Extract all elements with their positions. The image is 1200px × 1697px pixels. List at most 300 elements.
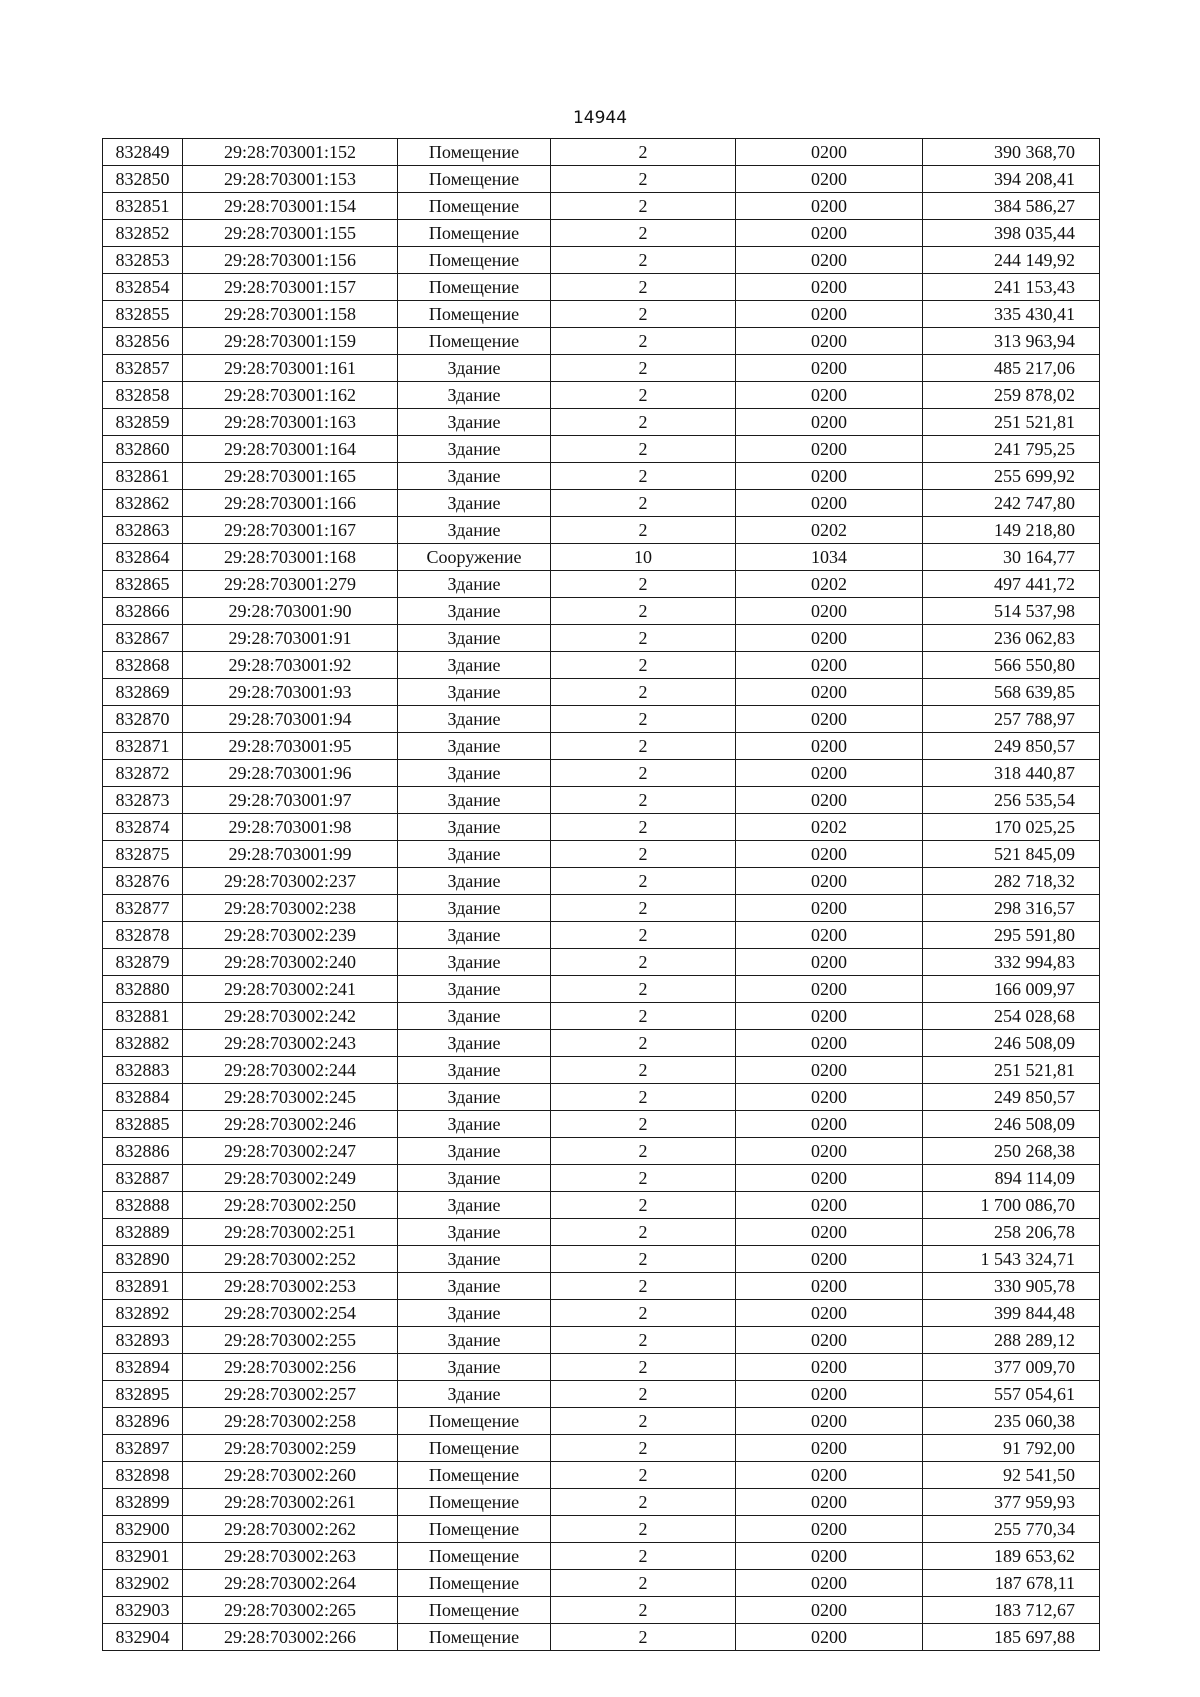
- cadastral-value-cell: 288 289,12: [923, 1327, 1100, 1354]
- cadastral-number-cell: 29:28:703002:245: [183, 1084, 398, 1111]
- object-type-cell: Здание: [398, 895, 551, 922]
- type-code-cell: 2: [551, 949, 736, 976]
- cadastral-value-cell: 149 218,80: [923, 517, 1100, 544]
- row-number-cell: 832885: [103, 1111, 183, 1138]
- type-code-cell: 2: [551, 571, 736, 598]
- object-type-cell: Помещение: [398, 1543, 551, 1570]
- class-code-cell: 0200: [736, 652, 923, 679]
- cadastral-value-cell: 295 591,80: [923, 922, 1100, 949]
- cadastral-number-cell: 29:28:703001:94: [183, 706, 398, 733]
- class-code-cell: 0200: [736, 490, 923, 517]
- object-type-cell: Помещение: [398, 1462, 551, 1489]
- cadastral-value-cell: 185 697,88: [923, 1624, 1100, 1651]
- object-type-cell: Помещение: [398, 1516, 551, 1543]
- row-number-cell: 832896: [103, 1408, 183, 1435]
- cadastral-number-cell: 29:28:703002:244: [183, 1057, 398, 1084]
- class-code-cell: 0200: [736, 922, 923, 949]
- class-code-cell: 0200: [736, 1192, 923, 1219]
- class-code-cell: 0200: [736, 1462, 923, 1489]
- object-type-cell: Здание: [398, 1165, 551, 1192]
- cadastral-value-cell: 91 792,00: [923, 1435, 1100, 1462]
- type-code-cell: 2: [551, 1354, 736, 1381]
- object-type-cell: Здание: [398, 760, 551, 787]
- cadastral-number-cell: 29:28:703001:163: [183, 409, 398, 436]
- class-code-cell: 0200: [736, 1084, 923, 1111]
- row-number-cell: 832874: [103, 814, 183, 841]
- object-type-cell: Здание: [398, 517, 551, 544]
- row-number-cell: 832886: [103, 1138, 183, 1165]
- row-number-cell: 832875: [103, 841, 183, 868]
- cadastral-value-cell: 497 441,72: [923, 571, 1100, 598]
- cadastral-value-cell: 390 368,70: [923, 139, 1100, 166]
- type-code-cell: 2: [551, 1165, 736, 1192]
- type-code-cell: 2: [551, 1003, 736, 1030]
- cadastral-value-cell: 170 025,25: [923, 814, 1100, 841]
- class-code-cell: 0200: [736, 841, 923, 868]
- row-number-cell: 832872: [103, 760, 183, 787]
- type-code-cell: 2: [551, 1543, 736, 1570]
- cadastral-value-cell: 335 430,41: [923, 301, 1100, 328]
- class-code-cell: 0200: [736, 409, 923, 436]
- table-row: [103, 544, 1100, 571]
- object-type-cell: Здание: [398, 625, 551, 652]
- object-type-cell: Здание: [398, 1138, 551, 1165]
- type-code-cell: 2: [551, 463, 736, 490]
- type-code-cell: 2: [551, 517, 736, 544]
- class-code-cell: 0200: [736, 976, 923, 1003]
- cadastral-number-cell: 29:28:703001:279: [183, 571, 398, 598]
- cadastral-value-cell: 251 521,81: [923, 409, 1100, 436]
- cadastral-number-cell: 29:28:703002:258: [183, 1408, 398, 1435]
- cadastral-value-cell: 244 149,92: [923, 247, 1100, 274]
- table-row: [103, 1381, 1100, 1408]
- object-type-cell: Здание: [398, 355, 551, 382]
- cadastral-value-cell: 566 550,80: [923, 652, 1100, 679]
- cadastral-number-cell: 29:28:703001:168: [183, 544, 398, 571]
- object-type-cell: Здание: [398, 1192, 551, 1219]
- class-code-cell: 0200: [736, 139, 923, 166]
- cadastral-number-cell: 29:28:703002:242: [183, 1003, 398, 1030]
- cadastral-number-cell: 29:28:703001:153: [183, 166, 398, 193]
- type-code-cell: 2: [551, 1408, 736, 1435]
- cadastral-value-cell: 254 028,68: [923, 1003, 1100, 1030]
- cadastral-number-cell: 29:28:703002:240: [183, 949, 398, 976]
- row-number-cell: 832890: [103, 1246, 183, 1273]
- object-type-cell: Здание: [398, 679, 551, 706]
- cadastral-number-cell: 29:28:703002:264: [183, 1570, 398, 1597]
- row-number-cell: 832895: [103, 1381, 183, 1408]
- row-number-cell: 832898: [103, 1462, 183, 1489]
- object-type-cell: Здание: [398, 1381, 551, 1408]
- table-row: [103, 1165, 1100, 1192]
- class-code-cell: 0200: [736, 193, 923, 220]
- object-type-cell: Здание: [398, 922, 551, 949]
- cadastral-number-cell: 29:28:703001:97: [183, 787, 398, 814]
- cadastral-number-cell: 29:28:703001:155: [183, 220, 398, 247]
- type-code-cell: 2: [551, 409, 736, 436]
- table-row: [103, 679, 1100, 706]
- type-code-cell: 2: [551, 598, 736, 625]
- cadastral-value-cell: 1 543 324,71: [923, 1246, 1100, 1273]
- class-code-cell: 0200: [736, 1408, 923, 1435]
- type-code-cell: 2: [551, 895, 736, 922]
- object-type-cell: Здание: [398, 1327, 551, 1354]
- object-type-cell: Здание: [398, 841, 551, 868]
- cadastral-number-cell: 29:28:703001:98: [183, 814, 398, 841]
- type-code-cell: 2: [551, 1030, 736, 1057]
- cadastral-number-cell: 29:28:703001:154: [183, 193, 398, 220]
- cadastral-value-cell: 236 062,83: [923, 625, 1100, 652]
- type-code-cell: 2: [551, 814, 736, 841]
- cadastral-value-cell: 330 905,78: [923, 1273, 1100, 1300]
- cadastral-value-cell: 384 586,27: [923, 193, 1100, 220]
- table-row: [103, 1111, 1100, 1138]
- object-type-cell: Здание: [398, 652, 551, 679]
- cadastral-value-cell: 394 208,41: [923, 166, 1100, 193]
- table-row: [103, 652, 1100, 679]
- table-row: [103, 1354, 1100, 1381]
- row-number-cell: 832853: [103, 247, 183, 274]
- class-code-cell: 0200: [736, 1273, 923, 1300]
- class-code-cell: 0200: [736, 679, 923, 706]
- object-type-cell: Здание: [398, 598, 551, 625]
- type-code-cell: 2: [551, 382, 736, 409]
- object-type-cell: Здание: [398, 1057, 551, 1084]
- table-row: [103, 436, 1100, 463]
- object-type-cell: Здание: [398, 1111, 551, 1138]
- type-code-cell: 10: [551, 544, 736, 571]
- row-number-cell: 832851: [103, 193, 183, 220]
- object-type-cell: Здание: [398, 706, 551, 733]
- cadastral-value-cell: 398 035,44: [923, 220, 1100, 247]
- type-code-cell: 2: [551, 166, 736, 193]
- table-row: [103, 139, 1100, 166]
- object-type-cell: Здание: [398, 436, 551, 463]
- type-code-cell: 2: [551, 1516, 736, 1543]
- object-type-cell: Здание: [398, 1084, 551, 1111]
- table-row: [103, 1327, 1100, 1354]
- type-code-cell: 2: [551, 1597, 736, 1624]
- type-code-cell: 2: [551, 490, 736, 517]
- object-type-cell: Помещение: [398, 1489, 551, 1516]
- type-code-cell: 2: [551, 1219, 736, 1246]
- table-row: [103, 841, 1100, 868]
- cadastral-value-cell: 250 268,38: [923, 1138, 1100, 1165]
- table-row: [103, 1057, 1100, 1084]
- row-number-cell: 832901: [103, 1543, 183, 1570]
- table-row: [103, 1489, 1100, 1516]
- type-code-cell: 2: [551, 1246, 736, 1273]
- cadastral-value-cell: 92 541,50: [923, 1462, 1100, 1489]
- table-row: [103, 1219, 1100, 1246]
- table-row: [103, 1273, 1100, 1300]
- object-type-cell: Здание: [398, 1246, 551, 1273]
- type-code-cell: 2: [551, 841, 736, 868]
- table-row: [103, 1435, 1100, 1462]
- row-number-cell: 832873: [103, 787, 183, 814]
- registry-body: [103, 139, 1100, 1651]
- object-type-cell: Здание: [398, 814, 551, 841]
- class-code-cell: 0200: [736, 301, 923, 328]
- class-code-cell: 0200: [736, 436, 923, 463]
- cadastral-number-cell: 29:28:703001:164: [183, 436, 398, 463]
- object-type-cell: Здание: [398, 733, 551, 760]
- object-type-cell: Здание: [398, 868, 551, 895]
- object-type-cell: Здание: [398, 490, 551, 517]
- class-code-cell: 0200: [736, 1003, 923, 1030]
- cadastral-number-cell: 29:28:703002:256: [183, 1354, 398, 1381]
- table-row: [103, 1462, 1100, 1489]
- row-number-cell: 832859: [103, 409, 183, 436]
- row-number-cell: 832864: [103, 544, 183, 571]
- table-row: [103, 733, 1100, 760]
- cadastral-value-cell: 246 508,09: [923, 1030, 1100, 1057]
- row-number-cell: 832860: [103, 436, 183, 463]
- object-type-cell: Здание: [398, 1273, 551, 1300]
- type-code-cell: 2: [551, 247, 736, 274]
- object-type-cell: Помещение: [398, 1624, 551, 1651]
- class-code-cell: 0200: [736, 1516, 923, 1543]
- class-code-cell: 0200: [736, 949, 923, 976]
- cadastral-value-cell: 249 850,57: [923, 733, 1100, 760]
- object-type-cell: Здание: [398, 976, 551, 1003]
- class-code-cell: 0202: [736, 571, 923, 598]
- class-code-cell: 0200: [736, 1300, 923, 1327]
- type-code-cell: 2: [551, 1624, 736, 1651]
- table-row: [103, 193, 1100, 220]
- class-code-cell: 0200: [736, 1543, 923, 1570]
- object-type-cell: Помещение: [398, 1408, 551, 1435]
- class-code-cell: 0200: [736, 868, 923, 895]
- type-code-cell: 2: [551, 1111, 736, 1138]
- row-number-cell: 832857: [103, 355, 183, 382]
- table-row: [103, 1084, 1100, 1111]
- cadastral-number-cell: 29:28:703001:95: [183, 733, 398, 760]
- row-number-cell: 832900: [103, 1516, 183, 1543]
- class-code-cell: 0200: [736, 328, 923, 355]
- table-row: [103, 1246, 1100, 1273]
- cadastral-number-cell: 29:28:703001:99: [183, 841, 398, 868]
- type-code-cell: 2: [551, 1489, 736, 1516]
- table-row: [103, 355, 1100, 382]
- row-number-cell: 832876: [103, 868, 183, 895]
- row-number-cell: 832861: [103, 463, 183, 490]
- cadastral-number-cell: 29:28:703002:254: [183, 1300, 398, 1327]
- table-row: [103, 895, 1100, 922]
- table-row: [103, 814, 1100, 841]
- cadastral-value-cell: 255 770,34: [923, 1516, 1100, 1543]
- table-row: [103, 409, 1100, 436]
- type-code-cell: 2: [551, 733, 736, 760]
- row-number-cell: 832888: [103, 1192, 183, 1219]
- cadastral-number-cell: 29:28:703002:261: [183, 1489, 398, 1516]
- object-type-cell: Здание: [398, 1300, 551, 1327]
- cadastral-number-cell: 29:28:703002:251: [183, 1219, 398, 1246]
- cadastral-number-cell: 29:28:703002:246: [183, 1111, 398, 1138]
- class-code-cell: 0200: [736, 1624, 923, 1651]
- cadastral-number-cell: 29:28:703001:161: [183, 355, 398, 382]
- type-code-cell: 2: [551, 1192, 736, 1219]
- table-row: [103, 760, 1100, 787]
- type-code-cell: 2: [551, 1084, 736, 1111]
- type-code-cell: 2: [551, 139, 736, 166]
- cadastral-number-cell: 29:28:703002:253: [183, 1273, 398, 1300]
- table-row: [103, 1138, 1100, 1165]
- row-number-cell: 832865: [103, 571, 183, 598]
- table-row: [103, 787, 1100, 814]
- type-code-cell: 2: [551, 1381, 736, 1408]
- table-row: [103, 166, 1100, 193]
- class-code-cell: 0200: [736, 1354, 923, 1381]
- table-row: [103, 598, 1100, 625]
- type-code-cell: 2: [551, 1138, 736, 1165]
- row-number-cell: 832887: [103, 1165, 183, 1192]
- object-type-cell: Помещение: [398, 301, 551, 328]
- class-code-cell: 0200: [736, 463, 923, 490]
- type-code-cell: 2: [551, 1057, 736, 1084]
- type-code-cell: 2: [551, 760, 736, 787]
- cadastral-value-cell: 255 699,92: [923, 463, 1100, 490]
- row-number-cell: 832867: [103, 625, 183, 652]
- table-row: [103, 625, 1100, 652]
- class-code-cell: 0200: [736, 733, 923, 760]
- cadastral-number-cell: 29:28:703001:152: [183, 139, 398, 166]
- cadastral-number-cell: 29:28:703001:93: [183, 679, 398, 706]
- page-number: 14944: [572, 108, 628, 128]
- cadastral-value-cell: 249 850,57: [923, 1084, 1100, 1111]
- type-code-cell: 2: [551, 193, 736, 220]
- cadastral-number-cell: 29:28:703001:156: [183, 247, 398, 274]
- class-code-cell: 0200: [736, 1219, 923, 1246]
- object-type-cell: Помещение: [398, 328, 551, 355]
- cadastral-value-cell: 257 788,97: [923, 706, 1100, 733]
- cadastral-number-cell: 29:28:703002:249: [183, 1165, 398, 1192]
- row-number-cell: 832884: [103, 1084, 183, 1111]
- cadastral-number-cell: 29:28:703002:263: [183, 1543, 398, 1570]
- class-code-cell: 0202: [736, 517, 923, 544]
- table-row: [103, 571, 1100, 598]
- type-code-cell: 2: [551, 976, 736, 1003]
- class-code-cell: 0200: [736, 1165, 923, 1192]
- table-row: [103, 1003, 1100, 1030]
- object-type-cell: Помещение: [398, 1435, 551, 1462]
- table-row: [103, 868, 1100, 895]
- row-number-cell: 832854: [103, 274, 183, 301]
- table-row: [103, 976, 1100, 1003]
- cadastral-value-cell: 485 217,06: [923, 355, 1100, 382]
- table-row: [103, 490, 1100, 517]
- class-code-cell: 0200: [736, 382, 923, 409]
- row-number-cell: 832893: [103, 1327, 183, 1354]
- object-type-cell: Помещение: [398, 220, 551, 247]
- row-number-cell: 832862: [103, 490, 183, 517]
- cadastral-value-cell: 251 521,81: [923, 1057, 1100, 1084]
- cadastral-number-cell: 29:28:703001:165: [183, 463, 398, 490]
- row-number-cell: 832894: [103, 1354, 183, 1381]
- row-number-cell: 832868: [103, 652, 183, 679]
- cadastral-value-cell: 377 959,93: [923, 1489, 1100, 1516]
- table-row: [103, 1570, 1100, 1597]
- cadastral-value-cell: 242 747,80: [923, 490, 1100, 517]
- type-code-cell: 2: [551, 274, 736, 301]
- type-code-cell: 2: [551, 922, 736, 949]
- cadastral-number-cell: 29:28:703002:255: [183, 1327, 398, 1354]
- class-code-cell: 0200: [736, 1057, 923, 1084]
- cadastral-number-cell: 29:28:703001:158: [183, 301, 398, 328]
- cadastral-value-cell: 332 994,83: [923, 949, 1100, 976]
- cadastral-value-cell: 256 535,54: [923, 787, 1100, 814]
- row-number-cell: 832883: [103, 1057, 183, 1084]
- row-number-cell: 832877: [103, 895, 183, 922]
- cadastral-value-cell: 241 795,25: [923, 436, 1100, 463]
- cadastral-number-cell: 29:28:703001:157: [183, 274, 398, 301]
- cadastral-value-cell: 568 639,85: [923, 679, 1100, 706]
- table-row: [103, 949, 1100, 976]
- cadastral-value-cell: 399 844,48: [923, 1300, 1100, 1327]
- class-code-cell: 0200: [736, 625, 923, 652]
- object-type-cell: Помещение: [398, 274, 551, 301]
- cadastral-value-cell: 183 712,67: [923, 1597, 1100, 1624]
- table-row: [103, 922, 1100, 949]
- table-row: [103, 1624, 1100, 1651]
- class-code-cell: 0200: [736, 220, 923, 247]
- object-type-cell: Здание: [398, 409, 551, 436]
- object-type-cell: Здание: [398, 571, 551, 598]
- table-row: [103, 328, 1100, 355]
- cadastral-value-cell: 282 718,32: [923, 868, 1100, 895]
- object-type-cell: Помещение: [398, 1570, 551, 1597]
- type-code-cell: 2: [551, 1570, 736, 1597]
- cadastral-value-cell: 241 153,43: [923, 274, 1100, 301]
- cadastral-number-cell: 29:28:703002:260: [183, 1462, 398, 1489]
- cadastral-value-cell: 259 878,02: [923, 382, 1100, 409]
- object-type-cell: Здание: [398, 463, 551, 490]
- table-row: [103, 1408, 1100, 1435]
- cadastral-number-cell: 29:28:703002:238: [183, 895, 398, 922]
- table-row: [103, 301, 1100, 328]
- row-number-cell: 832870: [103, 706, 183, 733]
- row-number-cell: 832863: [103, 517, 183, 544]
- type-code-cell: 2: [551, 1300, 736, 1327]
- object-type-cell: Здание: [398, 382, 551, 409]
- row-number-cell: 832881: [103, 1003, 183, 1030]
- row-number-cell: 832904: [103, 1624, 183, 1651]
- type-code-cell: 2: [551, 1273, 736, 1300]
- object-type-cell: Помещение: [398, 166, 551, 193]
- row-number-cell: 832889: [103, 1219, 183, 1246]
- cadastral-number-cell: 29:28:703002:239: [183, 922, 398, 949]
- type-code-cell: 2: [551, 328, 736, 355]
- table-row: [103, 463, 1100, 490]
- table-row: [103, 274, 1100, 301]
- type-code-cell: 2: [551, 679, 736, 706]
- cadastral-number-cell: 29:28:703002:266: [183, 1624, 398, 1651]
- cadastral-number-cell: 29:28:703001:166: [183, 490, 398, 517]
- cadastral-number-cell: 29:28:703001:162: [183, 382, 398, 409]
- class-code-cell: 0200: [736, 598, 923, 625]
- class-code-cell: 0200: [736, 1435, 923, 1462]
- class-code-cell: 0200: [736, 760, 923, 787]
- cadastral-value-cell: 166 009,97: [923, 976, 1100, 1003]
- cadastral-value-cell: 313 963,94: [923, 328, 1100, 355]
- object-type-cell: Здание: [398, 1219, 551, 1246]
- class-code-cell: 0200: [736, 1111, 923, 1138]
- class-code-cell: 0200: [736, 895, 923, 922]
- cadastral-value-cell: 318 440,87: [923, 760, 1100, 787]
- cadastral-number-cell: 29:28:703001:92: [183, 652, 398, 679]
- class-code-cell: 0200: [736, 274, 923, 301]
- type-code-cell: 2: [551, 355, 736, 382]
